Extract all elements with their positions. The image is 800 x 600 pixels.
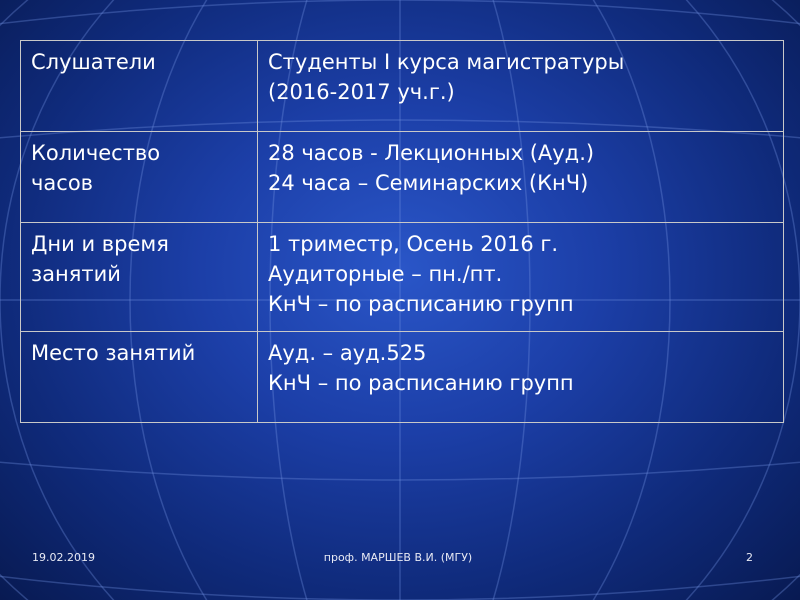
row-value-cell (258, 41, 784, 132)
footer-page-number: 2 (746, 551, 753, 564)
row-value-text: 28 часов - Лекционных (Ауд.) (268, 141, 595, 165)
course-info-table (20, 40, 784, 423)
row-value-text: Аудиторные – пн./пт. (268, 262, 503, 286)
row-label-text: Количество (31, 141, 161, 165)
row-value-text: 1 триместр, Осень 2016 г. (268, 232, 559, 256)
row-value-text: Студенты I курса магистратуры (268, 50, 625, 74)
row-label-text: занятий (31, 262, 121, 286)
row-label-text: Слушатели (31, 50, 156, 74)
row-value-text: (2016-2017 уч.г.) (268, 80, 455, 104)
table-row (21, 41, 784, 132)
footer-date: 19.02.2019 (32, 551, 95, 564)
row-value-text: КнЧ – по расписанию групп (268, 371, 574, 395)
row-label-cell (21, 41, 258, 132)
row-label-text: часов (31, 171, 94, 195)
row-value-cell (258, 132, 784, 223)
row-value-cell (258, 223, 784, 332)
row-label-cell (21, 223, 258, 332)
table-row (21, 223, 784, 332)
row-value-text: Ауд. – ауд.525 (268, 341, 427, 365)
row-value-cell (258, 332, 784, 423)
row-label-text: Место занятий (31, 341, 196, 365)
row-value-text: 24 часа – Семинарских (КнЧ) (268, 171, 589, 195)
row-label-cell (21, 132, 258, 223)
footer-author: проф. МАРШЕВ В.И. (МГУ) (323, 551, 473, 564)
table-row (21, 332, 784, 423)
row-label-text: Дни и время (31, 232, 169, 256)
row-value-text: КнЧ – по расписанию групп (268, 292, 574, 316)
table-row (21, 132, 784, 223)
row-label-cell (21, 332, 258, 423)
